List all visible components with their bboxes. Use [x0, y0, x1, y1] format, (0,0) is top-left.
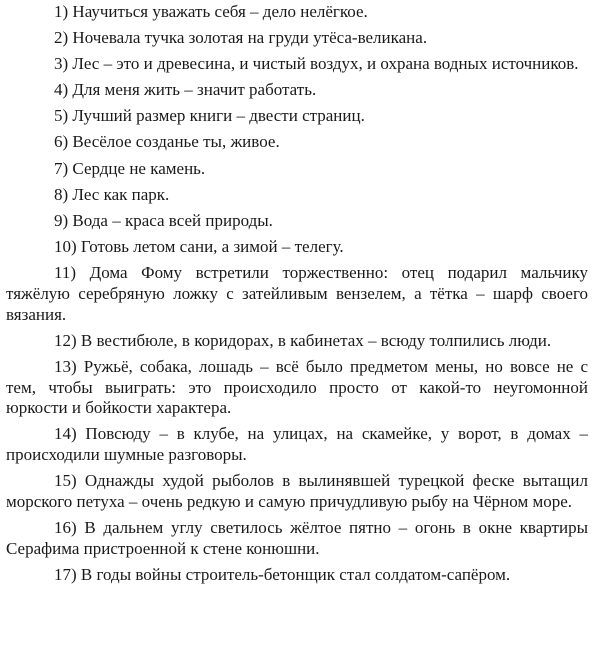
sentence-7: 7) Сердце не камень. [54, 158, 206, 178]
sentence-5: 5) Лучший размер книги – двести страниц. [54, 106, 365, 126]
sentence-3: 3) Лес – это и древесина, и чистый воздух, и охрана водных источников. [54, 54, 579, 74]
sentence-1: 1) Научиться уважать себя – дело нелёгкое. [54, 2, 368, 21]
sentence-11: 11) Дома Фому встретили торжественно: отец подарил мальчику тяжёлую серебряную ложку с затейливым вензелем, а тётка – шарф своего вязания. [6, 262, 588, 324]
sentence-9: 9) Вода – краса всей природы. [54, 210, 273, 230]
sentence-4: 4) Для меня жить – значит работать. [54, 80, 317, 100]
sentence-12: 12) В вестибюле, в коридорах, в кабинетах – всюду толпились люди. [54, 330, 552, 350]
sentence-14: 14) Повсюду – в клубе, на улицах, на скамейке, у ворот, в домах – происходили шумные разговоры. [6, 424, 588, 465]
sentence-10: 10) Готовь летом сани, а зимой – телегу. [54, 236, 344, 256]
sentence-2: 2) Ночевала тучка золотая на груди утёса-великана. [54, 28, 428, 48]
sentence-17: 17) В годы войны строитель-бетонщик стал солдатом-сапёром. [54, 565, 511, 585]
sentence-13: 13) Ружьё, собака, лошадь – всё было предметом мены, но вовсе не с тем, чтобы выиграть: это происходило просто от какой-то неугомонной юркости и бойкости характера. [6, 356, 588, 418]
sentence-15: 15) Однажды худой рыболов в вылинявшей турецкой феске вытащил морского петуха – очень редкую и самую причудливую рыбу на Чёрном море. [6, 471, 588, 512]
sentence-8: 8) Лес как парк. [54, 184, 170, 204]
sentence-16: 16) В дальнем углу светилось жёлтое пятно – огонь в окне квартиры Серафима пристроенной к стене конюшни. [6, 518, 588, 558]
sentence-6: 6) Весёлое созданье ты, живое. [54, 132, 280, 152]
